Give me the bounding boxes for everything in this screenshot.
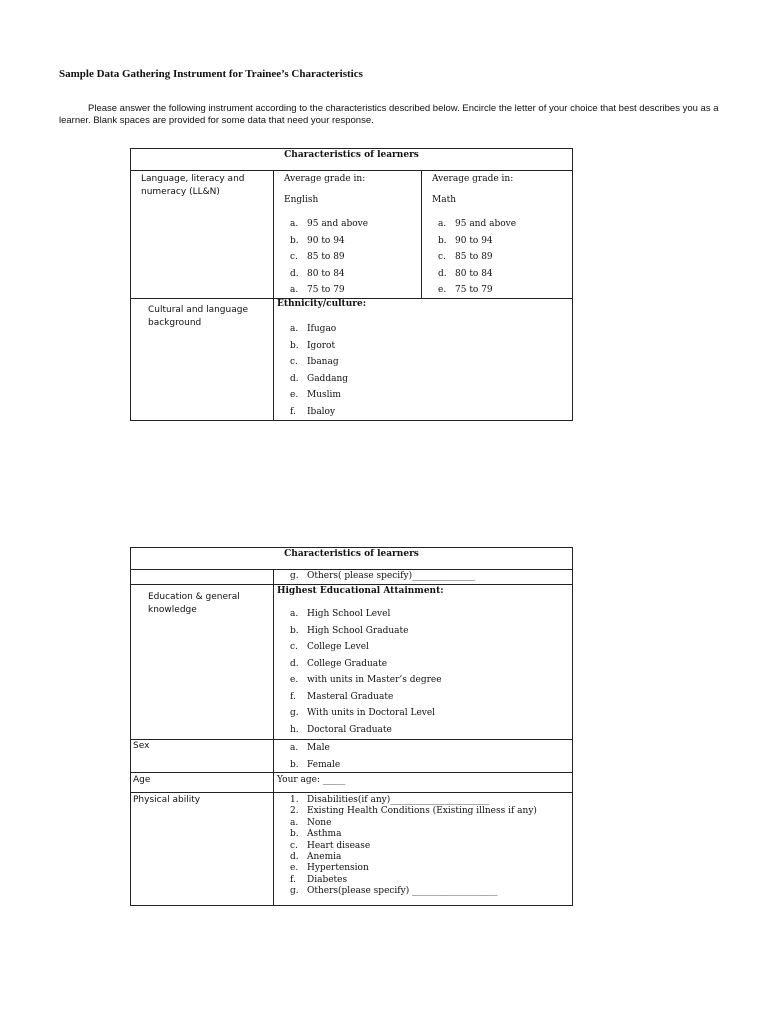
row-label-sex: Sex bbox=[133, 741, 150, 751]
list-item-text: Existing Health Conditions (Existing illness if any) bbox=[307, 806, 537, 817]
list-item-text: Igorot bbox=[307, 340, 336, 351]
table-header: Characteristics of learners bbox=[284, 150, 419, 160]
list-item bbox=[290, 233, 368, 250]
list-item bbox=[290, 404, 348, 421]
list-item-text: Disabilities(if any)______________________ bbox=[307, 795, 490, 805]
list-marker: c. bbox=[438, 252, 446, 263]
list-item-text: High School Graduate bbox=[307, 625, 409, 636]
list-marker: c. bbox=[290, 357, 298, 368]
list-item-text: Diabetes bbox=[307, 874, 348, 885]
list-marker: b. bbox=[290, 759, 299, 770]
math-grade-heading: Average grade in: bbox=[432, 174, 514, 184]
sex-options bbox=[290, 740, 340, 773]
list-marker: a. bbox=[290, 219, 299, 229]
list-item bbox=[290, 722, 442, 739]
list-item bbox=[290, 852, 537, 863]
list-marker: c. bbox=[290, 252, 298, 263]
ethnicity-options bbox=[290, 321, 348, 421]
list-item-text: 85 to 89 bbox=[307, 252, 345, 263]
list-item bbox=[290, 757, 340, 774]
ethnicity-heading: Ethnicity/culture: bbox=[277, 299, 367, 309]
list-item-text: 95 and above bbox=[307, 219, 369, 229]
list-marker: b. bbox=[290, 625, 299, 636]
list-marker: b. bbox=[290, 235, 299, 246]
list-item-text: None bbox=[307, 817, 332, 828]
list-marker: d. bbox=[290, 658, 299, 669]
math-grade-options bbox=[438, 216, 516, 299]
list-marker: g. bbox=[290, 886, 299, 897]
list-marker: d. bbox=[290, 268, 299, 279]
list-item-text: 75 to 79 bbox=[455, 285, 493, 296]
list-marker: d. bbox=[438, 268, 447, 279]
list-item bbox=[290, 806, 537, 817]
list-item bbox=[290, 818, 537, 829]
list-item-text: Asthma bbox=[307, 829, 342, 840]
list-item-text: Gaddang bbox=[307, 373, 349, 384]
list-item-text: 95 and above bbox=[455, 219, 517, 229]
list-item-text: With units in Doctoral Level bbox=[307, 708, 436, 718]
list-item-text: College Level bbox=[307, 642, 369, 652]
list-marker: g. bbox=[290, 571, 299, 581]
list-marker: f. bbox=[290, 406, 296, 417]
list-marker: c. bbox=[290, 642, 298, 652]
list-item bbox=[438, 249, 516, 266]
instructions-text: Please answer the following instrument according to the characteristics described below. Encircle the letter of your choice that best describes you as a learner. Blank spaces are provided for some data that need your response. bbox=[59, 103, 719, 126]
list-item bbox=[290, 672, 442, 689]
list-marker: g. bbox=[290, 708, 299, 718]
list-marker: a. bbox=[290, 817, 299, 828]
list-item bbox=[438, 282, 516, 299]
list-item-text: Doctoral Graduate bbox=[307, 724, 392, 735]
page-title: Sample Data Gathering Instrument for Trainee’s Characteristics bbox=[59, 68, 363, 80]
list-marker: a. bbox=[290, 324, 299, 334]
list-item bbox=[290, 705, 442, 722]
table-header: Characteristics of learners bbox=[284, 549, 419, 559]
list-item bbox=[290, 740, 340, 757]
list-item-text: 90 to 94 bbox=[307, 235, 345, 246]
list-marker: a. bbox=[438, 219, 447, 229]
list-item bbox=[290, 795, 537, 806]
list-item bbox=[290, 570, 475, 583]
list-item-text: 80 to 84 bbox=[307, 268, 345, 279]
list-item-text: Others(please specify) ___________________ bbox=[307, 886, 498, 897]
math-subject: Math bbox=[432, 195, 456, 205]
list-item bbox=[290, 266, 368, 283]
list-item bbox=[290, 639, 442, 656]
list-marker: e. bbox=[438, 285, 447, 296]
list-item bbox=[438, 233, 516, 250]
list-marker: f. bbox=[290, 691, 296, 702]
list-item-text: Ibanag bbox=[307, 357, 339, 368]
list-item-text: Ifugao bbox=[307, 324, 337, 334]
others-option bbox=[290, 570, 475, 583]
list-marker: h. bbox=[290, 724, 299, 735]
table-education-health bbox=[130, 547, 573, 906]
physical-ability-items bbox=[290, 795, 537, 898]
instructions bbox=[59, 103, 719, 127]
list-item bbox=[290, 829, 537, 840]
row-label-education: Education & general knowledge bbox=[148, 592, 240, 615]
list-item-text: Ibaloy bbox=[307, 406, 336, 417]
english-grade-options bbox=[290, 216, 368, 299]
list-item bbox=[290, 216, 368, 233]
list-item bbox=[290, 371, 348, 388]
list-item bbox=[290, 321, 348, 338]
list-marker: f. bbox=[290, 874, 296, 885]
list-item-text: High School Level bbox=[307, 609, 391, 619]
list-item bbox=[290, 689, 442, 706]
list-item bbox=[290, 841, 537, 852]
list-item bbox=[290, 354, 348, 371]
list-item-text: Muslim bbox=[307, 390, 341, 401]
list-item bbox=[438, 266, 516, 283]
education-heading: Highest Educational Attainment: bbox=[277, 586, 444, 596]
list-item-text: 80 to 84 bbox=[455, 268, 493, 279]
list-marker: 2. bbox=[290, 806, 299, 817]
list-item bbox=[290, 875, 537, 886]
list-marker: c. bbox=[290, 840, 298, 851]
list-item bbox=[438, 216, 516, 233]
list-item bbox=[290, 338, 348, 355]
table-language-culture bbox=[130, 148, 573, 421]
list-marker: b. bbox=[290, 340, 299, 351]
list-item bbox=[290, 623, 442, 640]
list-item bbox=[290, 606, 442, 623]
list-item-text: Male bbox=[307, 743, 330, 753]
list-item-text: Anemia bbox=[307, 851, 342, 862]
list-item bbox=[290, 863, 537, 874]
list-marker: b. bbox=[438, 235, 447, 246]
list-item-text: 90 to 94 bbox=[455, 235, 493, 246]
list-marker: d. bbox=[290, 851, 299, 862]
list-marker: e. bbox=[290, 863, 299, 874]
list-marker: a. bbox=[290, 609, 299, 619]
list-item-text: 75 to 79 bbox=[307, 285, 345, 296]
list-item bbox=[290, 387, 348, 404]
row-label-physical: Physical ability bbox=[133, 795, 201, 805]
list-item bbox=[290, 282, 368, 299]
education-options bbox=[290, 606, 442, 738]
list-item-text: 85 to 89 bbox=[455, 252, 493, 263]
list-marker: b. bbox=[290, 829, 299, 840]
english-subject: English bbox=[284, 195, 319, 205]
list-item-text: College Graduate bbox=[307, 658, 388, 669]
english-grade-heading: Average grade in: bbox=[284, 174, 366, 184]
list-marker: e. bbox=[290, 390, 299, 401]
list-item-text: with units in Master’s degree bbox=[307, 675, 442, 685]
list-marker: a. bbox=[290, 743, 299, 753]
row-label-age: Age bbox=[133, 775, 151, 785]
list-item-text: Others( please specify)______________ bbox=[307, 571, 476, 581]
row-label-llan: Language, literacy and numeracy (LL&N) bbox=[141, 174, 245, 197]
list-item-text: Female bbox=[307, 759, 341, 770]
list-item-text: Hypertension bbox=[307, 863, 369, 874]
list-marker: d. bbox=[290, 373, 299, 384]
list-marker: e. bbox=[290, 675, 299, 685]
list-item bbox=[290, 656, 442, 673]
list-item-text: Heart disease bbox=[307, 840, 371, 851]
list-item bbox=[290, 886, 537, 897]
list-marker: 1. bbox=[290, 795, 299, 805]
list-marker: a. bbox=[290, 285, 299, 296]
row-label-culture: Cultural and language background bbox=[148, 305, 248, 328]
list-item bbox=[290, 249, 368, 266]
age-field: Your age: _____ bbox=[277, 775, 346, 785]
list-item-text: Masteral Graduate bbox=[307, 691, 394, 702]
